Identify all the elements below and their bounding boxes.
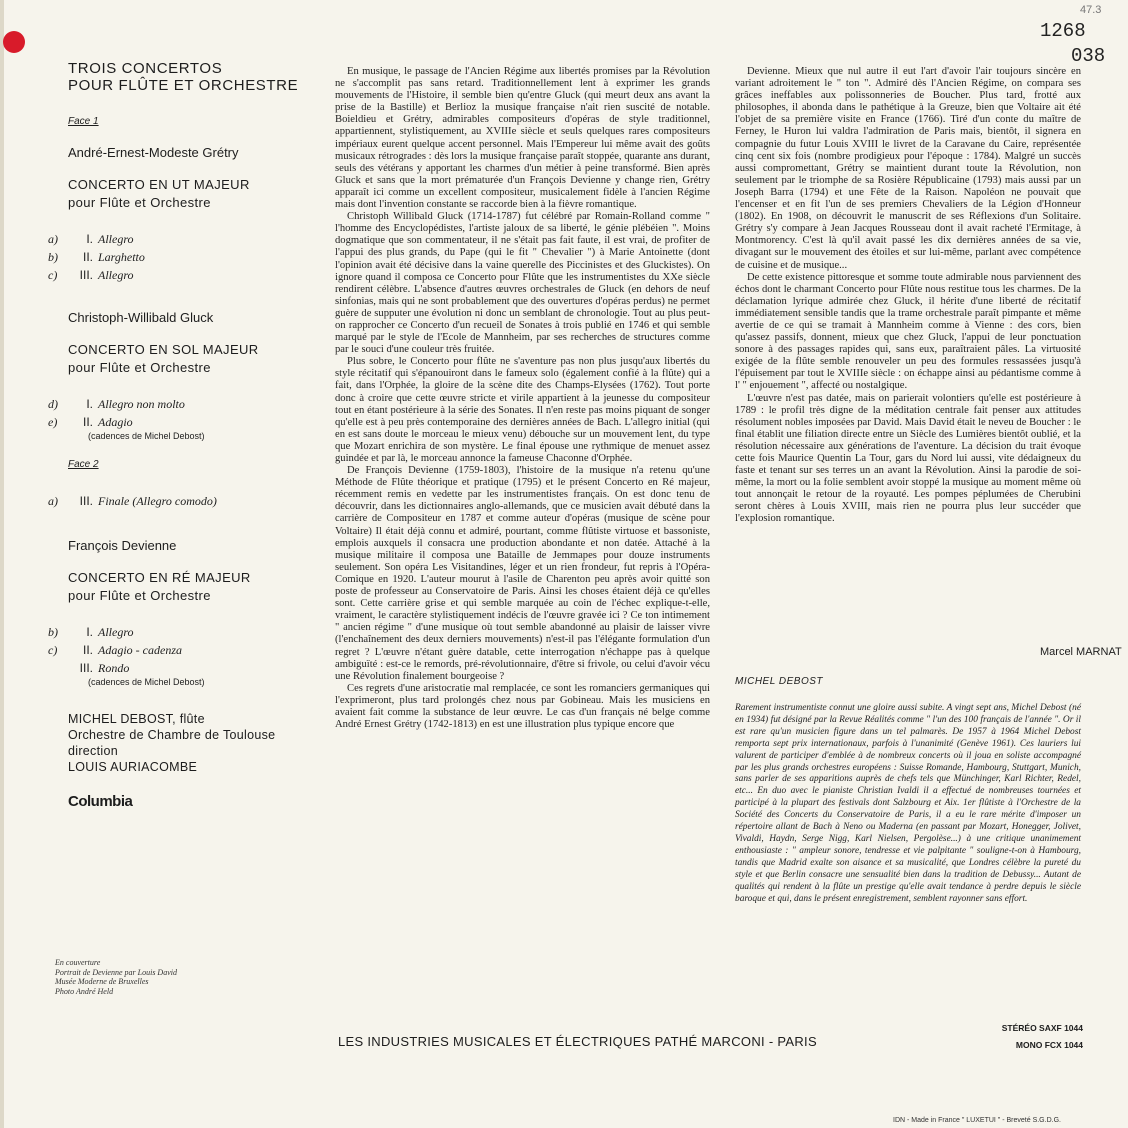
left-edge bbox=[0, 0, 4, 1128]
face-2-label: Face 2 bbox=[68, 459, 99, 470]
composer-devienne: François Devienne bbox=[68, 538, 177, 553]
movement: c) II. Adagio - cadenza bbox=[48, 643, 182, 657]
work-subtitle: pour Flûte et Orchestre bbox=[68, 360, 211, 375]
catalog-references bbox=[995, 1020, 1083, 1054]
album-title-line1: TROIS CONCERTOS bbox=[68, 60, 223, 77]
orchestra: Orchestre de Chambre de Toulouse bbox=[68, 728, 276, 742]
work-subtitle: pour Flûte et Orchestre bbox=[68, 195, 211, 210]
movement: d) I. Allegro non molto bbox=[48, 397, 185, 411]
handwritten-note: 47.3 bbox=[1080, 4, 1102, 16]
publisher-line: LES INDUSTRIES MUSICALES ET ÉLECTRIQUES PATHÉ MARCONI - PARIS bbox=[338, 1034, 817, 1049]
paragraph: Plus sobre, le Concerto pour flûte ne s'aventure pas non plus jusqu'aux libertés du style récitatif qui s'épanouiront dans le fameux solo (également confié à la flûte) qui a fait, dans l'Orphée, la gloire de la scène dite des Champs-Elysées (1762). Tout porte donc à croire que cette œuvre stricte et virile appartient à la jeunesse du compositeur tout en étant postérieure à la série des Sonates. Il n'en reste pas moins piquant de songer qu'elle est à peu près contemporaine des dernières années de Bach. L'allegro initial (qui en est sans doute le morceau le mieux venu) débouche sur un mouvement lent, du type que Mozart enrichira de son mystère. Le final épouse une rythmique de menuet assez guindée et par là, le morceau annonce la fameuse Chaconne d'Orphée. bbox=[335, 356, 710, 464]
cadences-note: (cadences de Michel Debost) bbox=[88, 677, 205, 687]
notes-column-2 bbox=[735, 66, 1081, 526]
movement: b) I. Allegro bbox=[48, 625, 134, 639]
composer-gluck: Christoph-Willibald Gluck bbox=[68, 310, 214, 325]
red-sticker bbox=[3, 31, 25, 53]
composer-gretry: André-Ernest-Modeste Grétry bbox=[68, 145, 239, 160]
conductor: LOUIS AURIACOMBE bbox=[68, 760, 198, 774]
album-title-line2: POUR FLÛTE ET ORCHESTRE bbox=[68, 77, 299, 94]
movement: a) I. Allegro bbox=[48, 232, 134, 246]
paragraph: Devienne. Mieux que nul autre il eut l'art d'avoir l'air toujours sincère en variant adroitement le " ton ". Admiré dès l'Ancien Régime, on compara ses grâces ineffables aux polissonneries de Boucher. Plus tard, frotté aux philosophes, il abonda dans le pathétique à la Greuze, bien que Voltaire ait été l'objet de sa première visite en France (1766). Tiré d'un conte du maître de Ferney, le Huron lui valdra l'admiration de Paris mais, bientôt, il signera en compagnie du futur Louis XVIII le livret de la Caravane du Caire, représentée cinq cent six fois (nombre prodigieux pour l'époque : 1784). Malgré un succès aussi compromettant, Grétry se maintient durant toute la Révolution, non seulement par le triomphe de sa Rosière Républicaine (1793) mais aussi par un Joseph Barra (1794) et une Fête de la Raison. Napoléon ne pouvait que l'encenser et en fit l'un de ses premiers Chevaliers de la Légion d'Honneur (1802). En 1908, on découvrit le manuscrit de ses Réflexions d'un Solitaire. Grétry s'y compare à Jean Jacques Rousseau dont il avait racheté l'Ermitage, à Montmorency. C'est là qu'il avait passé les dix dernières années de sa vie, divagant sur le mouvement des étoiles et sur lui-même, parlant avec compétence de cuisine et de musique... bbox=[735, 66, 1081, 271]
notes-column-1 bbox=[335, 66, 710, 731]
track-listing bbox=[48, 60, 318, 810]
movement: III. Rondo bbox=[79, 661, 130, 675]
work-title: CONCERTO EN UT MAJEUR bbox=[68, 177, 250, 192]
catalog-suffix: 038 bbox=[1071, 45, 1106, 67]
soloist: MICHEL DEBOST, flûte bbox=[68, 712, 205, 726]
movement: a) III. Finale (Allegro comodo) bbox=[48, 494, 217, 508]
author-signature: Marcel MARNAT bbox=[1040, 646, 1122, 658]
paragraph: En musique, le passage de l'Ancien Régime aux libertés promises par la Révolution ne s'accomplit pas sans retard. Traditionnellement lent à exprimer les grands mouvements de l'Histoire, il semble bien qu'entre Gluck (qui meurt deux ans avant la prise de la Bastille) et Berlioz la musique française n'ait rien suscité de notable. Boieldieu et Grétry, admirables compositeurs d'opéras de style traditionnel, appartiennent, stylistiquement, au XVIIIe siècle et seuls quelques rares compositeurs impériaux eurent quelque accent personnel. Mais l'Empereur lui même avait des goûts musicaux rétrogrades : dès lors la musique française paraît stoppée, quarante ans durant, seuls des vétérans y apportant les charmes d'un métier à peine transformé. Bien après Gluck et sans que la mort prématurée d'un François Devienne y change rien, Grétry apparaît ici comme un excellent compositeur, musicalement fidèle à l'ancien Régime mais dont l'invention constante se raccorde bien à la fièvre romantique. bbox=[335, 66, 710, 211]
work-subtitle: pour Flûte et Orchestre bbox=[68, 588, 211, 603]
direction-label: direction bbox=[68, 744, 118, 758]
catalog-number: 1268 bbox=[1040, 20, 1086, 42]
stereo-ref: STÉRÉO SAXF 1044 bbox=[1001, 1023, 1083, 1033]
movement: b) II. Larghetto bbox=[48, 250, 145, 264]
movement: c) III. Allegro bbox=[48, 268, 134, 282]
work-title: CONCERTO EN RÉ MAJEUR bbox=[68, 570, 251, 585]
paragraph: L'œuvre n'est pas datée, mais on parierait volontiers qu'elle est postérieure à 1789 : le profil très digne de la méditation centrale fait penser aux attitudes résolument nobles imposées par David. Mais David était le neveu de Boucher : le final établit une filiation directe entre un Siècle des Lumières bientôt oublié, et la résolution nécessaire aux générations de l'aventure. La décision du trait évoque cette fois Maurice Quentin La Tour, gars du Nord lui aussi, vite dédaigneux du faste et tenant sur ses terres un an avant la Révolution. Ainsi la parodie de soi-même, la mort ou la folie semblent avoir stoppé la musique au moment même où tout annonçait le retour de la royauté. Les pompes péplumées de Cherubini seront chères à Louis XVIII, mais rien ne pourra plus leur succéder que l'explosion romantique. bbox=[735, 392, 1081, 525]
paragraph: Ces regrets d'une aristocratie mal remplacée, ce sont les romanciers germaniques qui l'exprimeront, plus tard prolongés chez nous par Gobineau. Mais les musiciens en avaient fait comme la substance de leur œuvre. Le cas d'un français né belge comme André Ernest Grétry (1742-1813) en est une illustration plus typique encore que bbox=[335, 682, 710, 731]
work-title: CONCERTO EN SOL MAJEUR bbox=[68, 342, 259, 357]
face-1-label: Face 1 bbox=[68, 116, 99, 127]
columbia-logo: Columbia bbox=[68, 793, 133, 810]
paragraph: Christoph Willibald Gluck (1714-1787) fut célébré par Romain-Rolland comme " l'homme des Encyclopédistes, l'artiste jaloux de sa liberté, le génie plébéien ". Moins dogmatique que son commentateur, il ne s'était pas fait faute, il est vrai, de profiter de l'appui des plus grands, du Pape (qui le fit " Chevalier ") à Marie Antoinette (dont l'opinion avait été décisive dans la vaine querelle des Piccinistes et des Gluckistes). On ignore quand il composa ce Concerto pour Flûte que les instrumentistes du XXe siècle rendirent célèbre. L'absence d'autres œuvres orchestrales de Gluck (en dehors de neuf sinfonias, mais qui ne sont probablement que des ouvertures d'opéras perdus) ne permet guère de supputer une évolution ni donc un semblant de chronologie. Tout au plus peut-on rapprocher ce Concerto d'un recueil de Sonates à trois publié en 1746 et qui semble marqué par le style de l'Ecole de Mannheim, par ses recherches de structures comme par le souci d'une couleur très fruitée. bbox=[335, 211, 710, 356]
cover-credit: En couverture Portrait de Devienne par Louis David Musée Moderne de Bruxelles Photo André Held bbox=[55, 958, 177, 996]
paragraph: De cette existence pittoresque et somme toute admirable nous parviennent des échos dont le charmant Concerto pour Flûte nous restitue tous les charmes. De la déclamation lyrique admirée chez Gluck, il hérite d'une liberté de récitatif immédiatement sensible tandis que la trame orchestrale paraît pimpante et même avertie de ce qui se tramait à Mannheim comme à Vienne : des cors, bien qu'assez passifs, donnent, mieux que chez Gluck, l'appui de leur ponctuation sonore à des passages rapides qui, sans eux, paraîtraient pâles. La virtuosité exigée de la flûte semble renouveler un peu des formules ressassées jusqu'à l'épuisement par tout le XVIIIe siècle : on échappe ainsi au pédantisme comme à l' " enjouement ", affecté ou nostalgique. bbox=[735, 271, 1081, 392]
manufacturer-note: IDN - Made in France " LUXETUI " - Breveté S.G.D.G. bbox=[893, 1117, 1061, 1124]
bio-heading: MICHEL DEBOST bbox=[735, 676, 823, 687]
movement: e) II. Adagio bbox=[48, 415, 133, 429]
paragraph: De François Devienne (1759-1803), l'histoire de la musique n'a retenu qu'une Méthode de Flûte théorique et pratique (1795) et le présent Concerto en Ré majeur, récemment remis en vedette par les instrumentistes français. On est donc tenu de découvrir, dans les dictionnaires anglo-allemands, que ce musicien avait débuté dans la carrière de Compositeur en 1787 et comme auteur d'opéras (musique de scène pour Voltaire) Il était déjà connu et admiré, pourtant, comme flûtiste virtuose et bassoniste, emplois auxquels il consacra une production abondante et non datée. Attaché à la musique militaire il composa une Bataille de Jemmapes pour douze instruments seulement. Son opéra Les Visitandines, léger et un rien frondeur, fut repris à l'Opéra-Comique en 1920. L'auteur mourut à l'asile de Charenton peu après avoir quitté son poste de professeur au Conservatoire de Paris. Ainsi les choses étaient déjà ce qu'elles sont. Cette carrière grise et qui semble marquée au coin de l'échec explique-t-elle, vraiment, le caractère stylistiquement indécis de l'œuvre gravée ici ? Ce ton intimement " ancien régime " d'une musique où tout semble abandonné au plaisir de laisser vivre (l'enchaînement des deux derniers mouvements) n'est-il pas l'élégante formulation d'un regret ? L'œuvre n'étant guère datable, cette interrogation n'échappe pas à quelque ambiguïté : est-ce le remords, pré-révolutionnaire, d'être si frivole, ou celui d'avoir vécu une Révolution finalement bourgeoise ? bbox=[335, 465, 710, 682]
bio-text: Rarement instrumentiste connut une gloire aussi subite. A vingt sept ans, Michel Debost (né en 1934) fut désigné par la Revue Réalités comme " l'un des 100 français de l'année ". Or il est rare qu'un musicien figure dans un tel palmarès. De 1957 à 1964 Michel Debost remporta sept prix internationaux, parfois à l'unanimité (Genève 1961). Ces lauriers lui valurent de participer d'emblée à de nombreux concerts où il joua en soliste accompagné par les plus grands orchestres européens : Suisse Romande, Hambourg, Stuttgart, Munich, sans parler de ses apparitions auprès de chefs tels que Münchinger, Karl Richter, Redel, etc... En duo avec le pianiste Christian Ivaldi il a effectué de nombreuses tournées et participé à la plupart des festivals dont Salzbourg et Aix. 1er flûtiste à l'Orchestre de la Société des Concerts du Conservatoire de Paris, il a eu le rare mérite d'imposer un répertoire allant de Bach à Neno ou Maderna (en passant par Mozart, Honegger, Jolivet, Vivaldi, Haydn, Serge Nigg, Karl Nielsen, Pergolèse...) à une critique unanimement enthousiaste : " ampleur sonore, tendresse et vie palpitante " souligne-t-on à Hambourg, tandis que Madrid exalte son aisance et sa musicalité, que Londres célèbre la pureté du style et que Berlin consacre une sensualité bien dans la tradition de Debussy... Autant de qualités qui rendent à la flûte un prestige qu'elle avait tendance à perdre depuis le siècle baroque et qui, dans le présent enregistrement, semblent rayonner sans effort. bbox=[735, 703, 1081, 904]
cadences-note: (cadences de Michel Debost) bbox=[88, 431, 205, 441]
mono-ref: MONO FCX 1044 bbox=[1015, 1040, 1083, 1050]
